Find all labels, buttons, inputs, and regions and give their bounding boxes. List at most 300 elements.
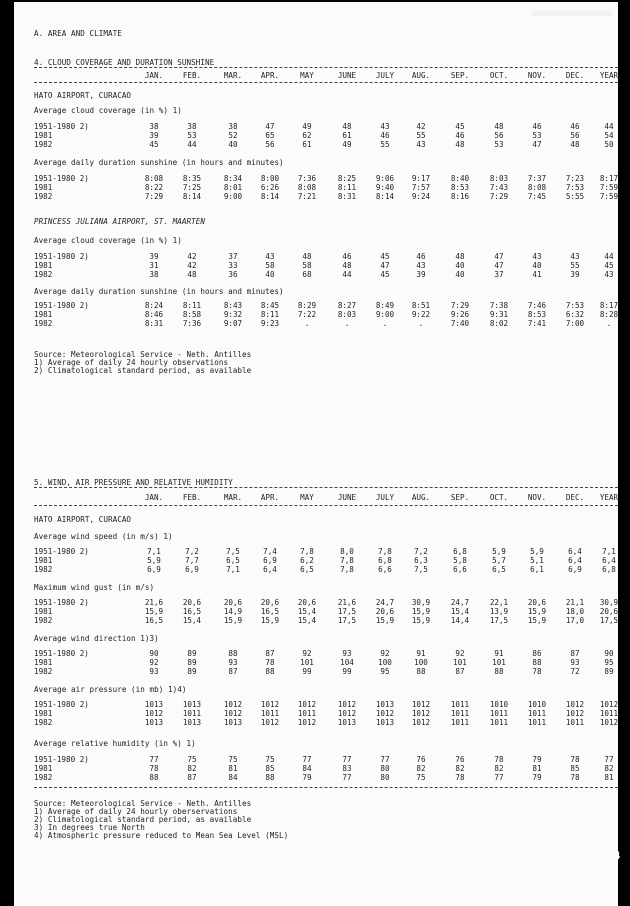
table-cell: 47 [532, 140, 542, 149]
table-cell: 7:43 [489, 183, 509, 192]
table-cell: 33 [228, 261, 238, 270]
table-cell: 53 [187, 131, 197, 140]
table-cell: 88 [149, 773, 159, 782]
table-cell: 8:58 [182, 310, 202, 319]
table-row [14, 709, 618, 718]
table-cell: 81 [604, 773, 614, 782]
table-cell: 47 [494, 252, 504, 261]
table-cell: 45 [604, 261, 614, 270]
table-cell: 101 [453, 658, 467, 667]
table-cell: 8:03 [337, 310, 357, 319]
table-cell: 31 [149, 261, 159, 270]
row-label: 1982 [34, 140, 53, 149]
column-header: OCT. [489, 493, 509, 502]
table-cell: 46 [570, 122, 580, 131]
table-cell: 7:45 [527, 192, 547, 201]
table-cell: 43 [380, 122, 390, 131]
table-cell: 8:16 [450, 192, 470, 201]
divider [34, 487, 618, 488]
table-cell: 8:27 [337, 301, 357, 310]
table-cell: 17,5 [337, 607, 357, 616]
table-cell: 17,5 [599, 616, 618, 625]
table-cell: 50 [604, 140, 614, 149]
table-cell: 14,9 [223, 607, 243, 616]
table-cell: 45 [455, 122, 465, 131]
table-cell: 7,4 [263, 547, 277, 556]
section-4-title: 4. CLOUD COVERAGE AND DURATION SUNSHINE [34, 58, 215, 67]
table-cell: 6,4 [568, 556, 582, 565]
table-cell: 8:11 [260, 310, 280, 319]
table-cell: 78 [570, 773, 580, 782]
table-cell: 8:31 [144, 319, 164, 328]
table-row [14, 140, 618, 149]
table-cell: 80 [380, 764, 390, 773]
table-cell: 1012 [599, 718, 618, 727]
table-cell: 8:40 [450, 174, 470, 183]
table-cell: 56 [570, 131, 580, 140]
table-cell: 47 [494, 261, 504, 270]
table-cell: 6,2 [300, 556, 314, 565]
table-cell: 15,9 [144, 607, 164, 616]
column-header: YEAR [599, 493, 618, 502]
table-cell: 99 [302, 667, 312, 676]
table-cell: 20,6 [599, 607, 618, 616]
table-cell: 44 [604, 252, 614, 261]
row-label: 1951-1980 2) [34, 755, 89, 764]
table-cell: 41 [532, 270, 542, 279]
table-cell: 8:14 [375, 192, 395, 201]
table-row [14, 616, 618, 625]
row-label: 1951-1980 2) [34, 547, 89, 556]
table-cell: 77 [342, 755, 352, 764]
table-cell: 9:00 [223, 192, 243, 201]
column-header: DEC. [565, 493, 585, 502]
table-cell: 8:14 [260, 192, 280, 201]
table-cell: 7,5 [414, 565, 428, 574]
table-cell: 1012 [599, 700, 618, 709]
column-header: MAR. [223, 71, 243, 80]
table-cell: 46 [380, 131, 390, 140]
footnote: 3) In degrees true North [34, 823, 145, 832]
table-cell: 5,9 [530, 547, 544, 556]
table-row [14, 649, 618, 658]
row-label: 1981 [34, 131, 53, 140]
row-label: 1982 [34, 565, 53, 574]
table-cell: 54 [604, 131, 614, 140]
table-cell: 79 [532, 755, 542, 764]
table-cell: 7:29 [450, 301, 470, 310]
table-row [14, 122, 618, 131]
table-cell: 85 [265, 764, 275, 773]
row-label: 1981 [34, 607, 53, 616]
table-cell: 8:24 [144, 301, 164, 310]
station-name: HATO AIRPORT, CURACAO [34, 515, 132, 524]
table-cell: 7,5 [226, 547, 240, 556]
table-cell: 6,8 [378, 556, 392, 565]
table-cell: 1012 [565, 700, 585, 709]
table-row [14, 764, 618, 773]
divider [34, 505, 618, 506]
table-cell: 8:53 [450, 183, 470, 192]
table-cell: 17,0 [565, 616, 585, 625]
table-cell: 14,4 [450, 616, 470, 625]
table-cell: 82 [604, 764, 614, 773]
table-cell: 6,9 [147, 565, 161, 574]
table-cell: 20,6 [182, 598, 202, 607]
table-cell: . [606, 319, 612, 328]
table-cell: 1011 [450, 709, 470, 718]
table-cell: 90 [604, 649, 614, 658]
table-cell: 8:03 [489, 174, 509, 183]
table-cell: 40 [265, 270, 275, 279]
footnote: 2) Climatological standard period, as available [34, 815, 252, 824]
table-cell: 46 [342, 252, 352, 261]
row-label: 1982 [34, 319, 53, 328]
table-cell: 15,9 [527, 607, 547, 616]
table-cell: 78 [265, 658, 275, 667]
column-header: APR. [260, 71, 280, 80]
table-row [14, 192, 618, 201]
table-cell: 95 [604, 658, 614, 667]
table-cell: 80 [380, 773, 390, 782]
table-cell: 6,3 [414, 556, 428, 565]
column-header: FEB. [182, 493, 202, 502]
table-cell: 83 [342, 764, 352, 773]
row-label: 1951-1980 2) [34, 301, 89, 310]
table-cell: 7:21 [297, 192, 317, 201]
table-cell: 16,5 [144, 616, 164, 625]
table-cell: 30,9 [599, 598, 618, 607]
table-row [14, 565, 618, 574]
table-cell: 6,9 [263, 556, 277, 565]
column-header: JUNE [337, 71, 357, 80]
table-cell: . [304, 319, 310, 328]
table-cell: 20,6 [297, 598, 317, 607]
table-row [14, 183, 618, 192]
table-cell: 37 [228, 252, 238, 261]
table-cell: 8:02 [489, 319, 509, 328]
table-cell: 22,1 [489, 598, 509, 607]
footnote: 2) Climatological standard period, as available [34, 366, 252, 375]
table-cell: 43 [604, 270, 614, 279]
table-cell: 8:49 [375, 301, 395, 310]
row-label: 1981 [34, 556, 53, 565]
table-cell: 79 [532, 773, 542, 782]
block-title: Average wind direction 1)3) [34, 634, 159, 643]
table-cell: 8:00 [260, 174, 280, 183]
table-cell: 78 [532, 667, 542, 676]
source-line: Source: Meteorological Service - Neth. Antilles [34, 799, 252, 808]
table-cell: 8:11 [182, 301, 202, 310]
table-cell: 78 [455, 773, 465, 782]
table-cell: 42 [187, 261, 197, 270]
table-cell: 5,1 [530, 556, 544, 565]
table-cell: 5:55 [565, 192, 585, 201]
table-cell: 30,9 [411, 598, 431, 607]
table-cell: 9:22 [411, 310, 431, 319]
table-cell: 53 [494, 140, 504, 149]
table-cell: 18,0 [565, 607, 585, 616]
table-cell: 6,6 [453, 565, 467, 574]
table-cell: 95 [380, 667, 390, 676]
block-title: Average cloud coverage (in %) 1) [34, 236, 182, 245]
table-cell: 1011 [489, 718, 509, 727]
column-header: SEP. [450, 493, 470, 502]
table-cell: 84 [228, 773, 238, 782]
table-cell: 75 [187, 755, 197, 764]
table-cell: 13,9 [489, 607, 509, 616]
table-cell: 1011 [565, 718, 585, 727]
table-cell: 44 [342, 270, 352, 279]
block-title: Average air pressure (in mb) 1)4) [34, 685, 187, 694]
faded-header-mark [532, 10, 612, 16]
table-row [14, 252, 618, 261]
table-cell: 75 [228, 755, 238, 764]
table-cell: 39 [149, 252, 159, 261]
table-cell: 48 [455, 140, 465, 149]
table-cell: 48 [187, 270, 197, 279]
table-cell: 101 [492, 658, 506, 667]
row-label: 1951-1980 2) [34, 252, 89, 261]
table-cell: 55 [380, 140, 390, 149]
table-cell: 81 [532, 764, 542, 773]
table-cell: 89 [187, 649, 197, 658]
table-cell: 52 [228, 131, 238, 140]
column-header: MAY [300, 493, 314, 502]
table-cell: 9:26 [450, 310, 470, 319]
table-cell: 8,0 [340, 547, 354, 556]
table-cell: 88 [265, 773, 275, 782]
table-cell: 9:06 [375, 174, 395, 183]
table-cell: 8:51 [411, 301, 431, 310]
table-cell: 77 [494, 773, 504, 782]
table-cell: . [382, 319, 388, 328]
table-cell: 7:29 [489, 192, 509, 201]
table-cell: 93 [149, 667, 159, 676]
row-label: 1982 [34, 718, 53, 727]
table-cell: 8:08 [527, 183, 547, 192]
table-row [14, 319, 618, 328]
table-cell: 1013 [375, 700, 395, 709]
section-4-column-header [14, 71, 618, 80]
table-row [14, 556, 618, 565]
table-cell: 6,4 [263, 565, 277, 574]
table-cell: 7:23 [565, 174, 585, 183]
block-title: Average cloud coverage (in %) 1) [34, 106, 182, 115]
table-cell: 1012 [144, 709, 164, 718]
table-cell: 1011 [489, 709, 509, 718]
table-cell: 20,6 [223, 598, 243, 607]
table-cell: 65 [265, 131, 275, 140]
table-row [14, 607, 618, 616]
table-cell: 88 [265, 667, 275, 676]
row-label: 1982 [34, 773, 53, 782]
table-cell: 39 [416, 270, 426, 279]
table-cell: 1011 [599, 709, 618, 718]
table-cell: 1013 [182, 700, 202, 709]
table-cell: 38 [149, 270, 159, 279]
table-cell: 7,8 [340, 556, 354, 565]
table-cell: 8:17 [599, 301, 618, 310]
table-cell: 6,5 [492, 565, 506, 574]
column-header: JAN. [144, 493, 164, 502]
table-cell: 8:25 [337, 174, 357, 183]
table-cell: 75 [416, 773, 426, 782]
table-cell: 7:00 [565, 319, 585, 328]
table-cell: 5,9 [147, 556, 161, 565]
table-cell: 15,9 [527, 616, 547, 625]
table-cell: 1013 [144, 718, 164, 727]
row-label: 1982 [34, 616, 53, 625]
column-header: JULY [375, 493, 395, 502]
table-cell: 1012 [260, 700, 280, 709]
table-cell: 7:38 [489, 301, 509, 310]
table-row [14, 174, 618, 183]
document-page [14, 2, 618, 906]
table-cell: 39 [570, 270, 580, 279]
table-cell: 77 [149, 755, 159, 764]
column-header: OCT. [489, 71, 509, 80]
table-cell: 7,2 [185, 547, 199, 556]
table-cell: 36 [228, 270, 238, 279]
table-cell: 77 [302, 755, 312, 764]
table-cell: 78 [570, 755, 580, 764]
table-cell: 1011 [527, 718, 547, 727]
table-cell: 44 [604, 122, 614, 131]
row-label: 1981 [34, 310, 53, 319]
column-header: JUNE [337, 493, 357, 502]
table-cell: 7,8 [340, 565, 354, 574]
column-header: YEAR [599, 71, 618, 80]
table-cell: 72 [570, 667, 580, 676]
table-cell: 88 [532, 658, 542, 667]
table-cell: 15,4 [297, 616, 317, 625]
table-cell: 79 [302, 773, 312, 782]
table-cell: 85 [570, 764, 580, 773]
table-cell: 56 [494, 131, 504, 140]
table-cell: 1012 [411, 700, 431, 709]
table-cell: 15,9 [223, 616, 243, 625]
divider [34, 82, 618, 83]
section-5-title: 5. WIND, AIR PRESSURE AND RELATIVE HUMIDITY [34, 478, 233, 487]
table-cell: 89 [187, 667, 197, 676]
station-name: HATO AIRPORT, CURACAO [34, 91, 132, 100]
table-cell: 39 [149, 131, 159, 140]
table-row [14, 700, 618, 709]
table-row [14, 667, 618, 676]
table-cell: 88 [494, 667, 504, 676]
table-cell: 46 [416, 252, 426, 261]
table-cell: 1011 [527, 709, 547, 718]
table-row [14, 261, 618, 270]
table-cell: 86 [532, 649, 542, 658]
table-cell: 77 [604, 755, 614, 764]
source-line: Source: Meteorological Service - Neth. Antilles [34, 350, 252, 359]
table-cell: 100 [414, 658, 428, 667]
table-cell: 7:22 [297, 310, 317, 319]
table-cell: 68 [302, 270, 312, 279]
column-header: FEB. [182, 71, 202, 80]
table-cell: 75 [265, 755, 275, 764]
row-label: 1951-1980 2) [34, 174, 89, 183]
table-cell: 6:26 [260, 183, 280, 192]
column-header: JAN. [144, 71, 164, 80]
table-cell: 92 [455, 649, 465, 658]
table-cell: 55 [570, 261, 580, 270]
table-cell: 9:00 [375, 310, 395, 319]
table-cell: 91 [416, 649, 426, 658]
table-cell: 6,5 [226, 556, 240, 565]
table-cell: 5,7 [492, 556, 506, 565]
table-cell: 1012 [565, 709, 585, 718]
row-label: 1981 [34, 658, 53, 667]
table-cell: 92 [380, 649, 390, 658]
table-cell: 8:31 [337, 192, 357, 201]
table-cell: 1013 [144, 700, 164, 709]
table-row [14, 773, 618, 782]
table-cell: 91 [494, 649, 504, 658]
table-cell: 1010 [489, 700, 509, 709]
table-cell: 15,9 [411, 607, 431, 616]
table-cell: 1012 [297, 718, 317, 727]
table-row [14, 131, 618, 140]
table-cell: 7,1 [602, 547, 616, 556]
table-cell: 47 [265, 122, 275, 131]
table-cell: 5,8 [453, 556, 467, 565]
table-cell: 45 [380, 270, 390, 279]
column-header: AUG. [411, 493, 431, 502]
column-header: JULY [375, 71, 395, 80]
table-cell: 15,4 [182, 616, 202, 625]
table-cell: 49 [342, 140, 352, 149]
column-header: MAR. [223, 493, 243, 502]
table-cell: 47 [380, 261, 390, 270]
column-header: DEC. [565, 71, 585, 80]
table-cell: 21,6 [337, 598, 357, 607]
table-cell: 9:24 [411, 192, 431, 201]
table-cell: 1010 [527, 700, 547, 709]
table-cell: 20,6 [527, 598, 547, 607]
table-cell: 8:45 [260, 301, 280, 310]
row-label: 1981 [34, 261, 53, 270]
table-cell: 6,1 [530, 565, 544, 574]
row-label: 1951-1980 2) [34, 598, 89, 607]
table-cell: 8:11 [337, 183, 357, 192]
table-cell: 87 [187, 773, 197, 782]
column-header: AUG. [411, 71, 431, 80]
table-cell: 7:53 [565, 183, 585, 192]
table-cell: 77 [342, 773, 352, 782]
table-cell: 48 [494, 122, 504, 131]
table-row [14, 270, 618, 279]
table-cell: 93 [228, 658, 238, 667]
table-cell: 7,1 [147, 547, 161, 556]
table-cell: 6,8 [453, 547, 467, 556]
table-cell: 43 [416, 140, 426, 149]
table-cell: . [418, 319, 424, 328]
table-cell: 84 [302, 764, 312, 773]
table-cell: 58 [302, 261, 312, 270]
table-cell: 40 [455, 270, 465, 279]
table-cell: 1011 [450, 700, 470, 709]
divider [34, 67, 618, 68]
station-name: PRINCESS JULIANA AIRPORT, ST. MAARTEN [34, 217, 206, 226]
table-cell: 8:08 [297, 183, 317, 192]
table-cell: 9:40 [375, 183, 395, 192]
table-cell: 1012 [223, 700, 243, 709]
table-cell: 7:53 [565, 301, 585, 310]
row-label: 1982 [34, 270, 53, 279]
